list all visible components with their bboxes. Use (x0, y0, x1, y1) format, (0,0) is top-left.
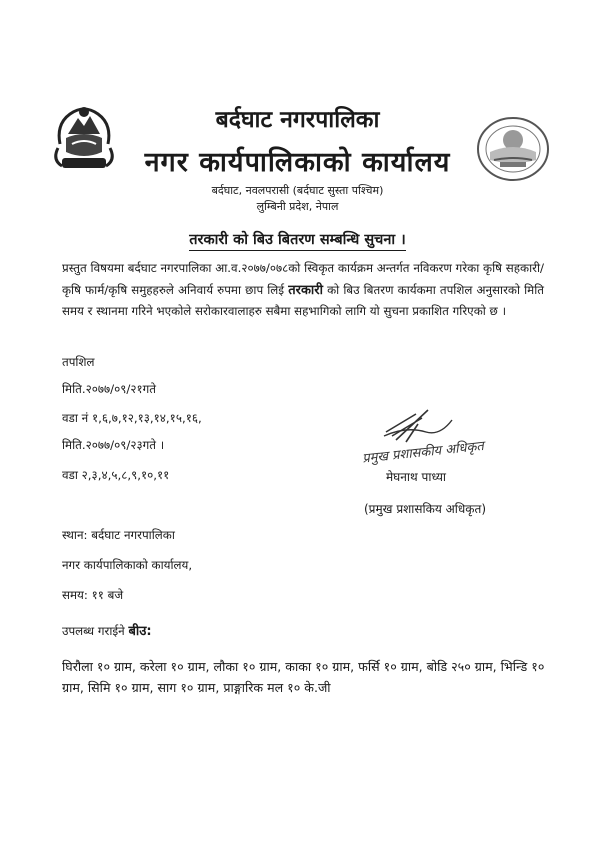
seeds-heading (62, 621, 152, 639)
seeds-list: घिरौला १० ग्राम, करेला १० ग्राम, लौका १० ग्राम, काका १० ग्राम, फर्सि १० ग्राम, बोडि २५० ग्राम, भिन्डि १० ग्राम, सिमि १० ग्राम, साग १० ग्राम, प्राङ्गारिक मल १० के.जी (62, 659, 545, 695)
notice-title-text: तरकारी को बिउ बितरण सम्बन्धि सुचना । (189, 232, 405, 251)
venue-time: समय: ११ बजे (62, 588, 124, 602)
notice-body (62, 258, 544, 323)
signatory-designation: (प्रमुख प्रशासकिय अधिकृत) (364, 502, 487, 516)
address-line-2: लुम्बिनी प्रदेश, नेपाल (256, 200, 339, 213)
signature-stamp (356, 402, 496, 466)
wards-2: वडा २,३,४,५,८,९,१०,११ (62, 468, 170, 482)
wards-1: वडा नं १,६,७,१२,१३,१४,१५,१६, (62, 411, 202, 425)
body-part-1: प्रस्तुत विषयमा बर्दघाट नगरपालिका आ.व.२०७७/०७८को स्विकृत कार्यक्रम अन्तर्गत नविकरण गरेका कृषि सहकारी/कृषि फार्म/कृषि समुहहरुले अनिवार्य रुपमा छाप लिई (62, 261, 544, 297)
seeds-heading-bold: बीउ: (128, 624, 152, 639)
date-1: मिति.२०७७/०९/२१गते (62, 382, 157, 396)
venue-office: नगर कार्यपालिकाको कार्यालय, (62, 558, 193, 572)
office-name: नगर कार्यपालिकाको कार्यालय (144, 147, 451, 178)
body-bold-word: तरकारी (288, 282, 323, 298)
body-part-2: को बिउ बितरण कार्यकमा तपशिल अनुसारको मिति समय र स्थानमा गरिने भएकोले सरोकारवालाहरु सबैमा सहभागिको लागि यो सुचना प्रकाशित गरिएको छ । (62, 282, 545, 318)
signatory-name: मेघनाथ पाध्या (386, 470, 447, 484)
stamp-text: प्रमुख प्रशासकीय अधिकृत (361, 438, 485, 466)
seeds-heading-prefix: उपलब्ध गराईने (62, 624, 125, 638)
municipality-name: बर्दघाट नगरपालिका (215, 107, 380, 133)
notice-title (0, 229, 595, 249)
venue-place: स्थान: बर्दघाट नगरपालिका (62, 528, 175, 542)
tapsil-label: तपशिल (62, 355, 95, 369)
date-2: मिति.२०७७/०९/२३गते । (62, 438, 165, 452)
address-line-1: बर्दघाट, नवलपरासी (बर्दघाट सुस्ता पश्चिम) (211, 184, 384, 197)
